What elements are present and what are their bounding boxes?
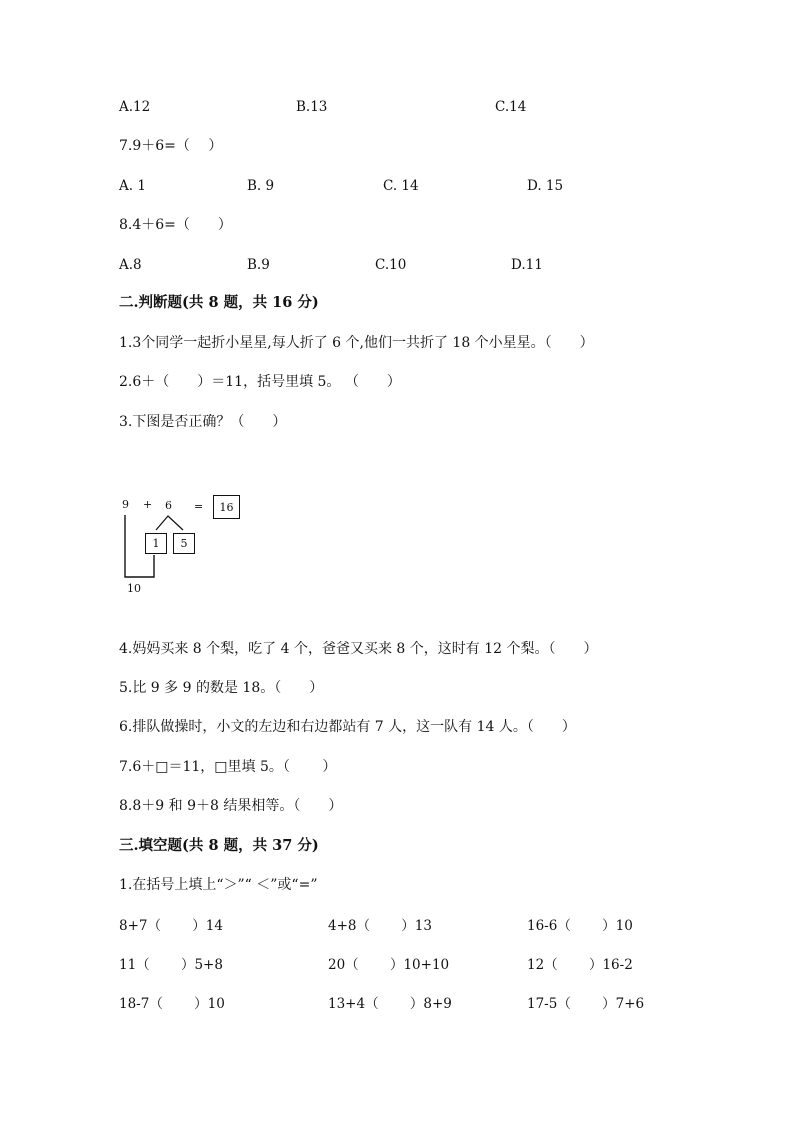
section3-heading: 三.填空题(共 8 题，共 37 分) — [119, 837, 319, 854]
compare-cell: 13+4（ ）8+9 — [328, 996, 452, 1012]
s2-item-2: 2.6＋（ ）＝11，括号里填 5。 （ ） — [119, 374, 401, 390]
q6-option-a: A.12 — [119, 99, 151, 115]
diagram-split-box-2 — [173, 533, 195, 554]
s2-item-8: 8.8＋9 和 9＋8 结果相等。（ ） — [119, 798, 343, 814]
compare-cell: 16-6（ ）10 — [527, 918, 633, 934]
q7-stem: 7.9＋6=（ ） — [119, 138, 223, 154]
s2-item-1: 1.3个同学一起折小星星,每人折了 6 个,他们一共折了 18 个小星星。（ ） — [119, 335, 594, 351]
q8-option-a: A.8 — [119, 257, 142, 273]
diagram-ten: 10 — [127, 582, 141, 595]
compare-cell: 12（ ）16-2 — [527, 957, 633, 973]
s3-q1-stem: 1.在括号上填上“＞”“ ＜”或“=” — [119, 877, 318, 893]
compare-cell: 4+8（ ）13 — [328, 918, 432, 934]
q7-option-c: C. 14 — [383, 178, 419, 194]
s2-item-6: 6.排队做操时，小文的左边和右边都站有 7 人，这一队有 14 人。（ ） — [119, 719, 576, 735]
section2-heading: 二.判断题(共 8 题，共 16 分) — [119, 294, 319, 311]
q6-option-b: B.13 — [296, 99, 328, 115]
q7-option-d: D. 15 — [527, 178, 564, 194]
q8-option-c: C.10 — [375, 257, 407, 273]
diagram-result: 16 — [219, 500, 234, 514]
q7-option-b: B. 9 — [247, 178, 275, 194]
diagram-result-box — [213, 495, 240, 519]
s2-item-5: 5.比 9 多 9 的数是 18。（ ） — [119, 680, 324, 696]
diagram-equals: = — [194, 500, 204, 513]
compare-cell: 20（ ）10+10 — [328, 957, 450, 973]
compare-cell: 18-7（ ）10 — [119, 996, 225, 1012]
q6-option-c: C.14 — [495, 99, 527, 115]
s2-item-7: 7.6＋□＝11，□里填 5。（ ） — [119, 759, 337, 775]
s2-item-4: 4.妈妈买来 8 个梨，吃了 4 个，爸爸又买来 8 个，这时有 12 个梨。（ ） — [119, 641, 598, 657]
compare-cell: 8+7（ ）14 — [119, 918, 223, 934]
diagram-plus: + — [143, 498, 153, 511]
diagram-split-box-1 — [145, 533, 167, 554]
q8-stem: 8.4＋6=（ ） — [119, 217, 232, 233]
s2-item-3: 3.下图是否正确？（ ） — [119, 414, 287, 430]
q8-option-b: B.9 — [247, 257, 270, 273]
diagram-split-2: 5 — [180, 537, 188, 550]
compare-cell: 11（ ）5+8 — [119, 957, 223, 973]
diagram-split-1: 1 — [152, 537, 160, 550]
diagram-addend-a: 9 — [122, 498, 129, 511]
diagram-addend-b: 6 — [165, 499, 172, 512]
q8-option-d: D.11 — [511, 257, 543, 273]
q7-option-a: A. 1 — [119, 178, 146, 194]
compare-cell: 17-5（ ）7+6 — [527, 996, 645, 1012]
